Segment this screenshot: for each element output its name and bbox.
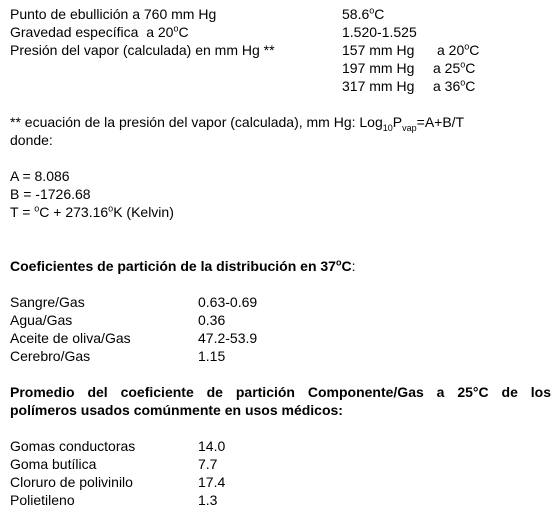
polymers-heading-line-1: Promedio del coeficiente de partición Componente/Gas a 25°C de los — [10, 384, 551, 400]
equation-note: ** ecuación de la presión del vapor (calculada), mm Hg: $Log_{10}P_{vap}=A+B/T$ — [10, 114, 465, 133]
polymer-row-value: 7.7 — [198, 456, 218, 472]
constant-b: B = -1726.68 — [10, 186, 91, 202]
vapor-pressure-temp-2: a 25$^o$C — [433, 59, 476, 76]
vapor-pressure-temp-3: a 36$^o$C — [433, 77, 476, 94]
partition-row-label: Aceite de oliva/Gas — [10, 330, 131, 346]
equation-donde: donde: — [10, 132, 53, 148]
gravity-label: Gravedad específica a 20$^o$C — [10, 23, 189, 40]
polymer-row-label: Cloruro de polivinilo — [10, 474, 133, 490]
vapor-pressure-label: Presión del vapor (calculada) en mm Hg ** — [10, 42, 275, 58]
partition-heading: Coeficientes de partición de la distribución en 37$^o$C: — [10, 257, 356, 274]
constant-a: A = 8.086 — [10, 168, 70, 184]
partition-row-value: 0.36 — [198, 312, 226, 328]
polymers-heading-line-2: polímeros usados comúnmente en usos médicos: — [10, 402, 343, 418]
gravity-value: 1.520-1.525 — [342, 24, 417, 40]
partition-row-value: 1.15 — [198, 348, 226, 364]
polymer-row-label: Polietileno — [10, 492, 75, 508]
vapor-pressure-value-2: 197 mm Hg — [342, 60, 415, 76]
polymer-row-value: 1.3 — [198, 492, 218, 508]
vapor-pressure-value-3: 317 mm Hg — [342, 78, 415, 94]
partition-row-value: 0.63-0.69 — [198, 294, 258, 310]
partition-row-label: Cerebro/Gas — [10, 348, 91, 364]
temperature-conversion: $T = ^oC + 273.16^oK$ (Kelvin) — [10, 203, 174, 220]
vapor-pressure-temp-1: a 20$^o$C — [437, 41, 480, 58]
polymer-row-label: Gomas conductoras — [10, 438, 136, 454]
partition-row-label: Sangre/Gas — [10, 294, 85, 310]
polymer-row-value: 17.4 — [198, 474, 226, 490]
partition-row-value: 47.2-53.9 — [198, 330, 258, 346]
polymer-row-value: 14.0 — [198, 438, 226, 454]
boiling-point-label: Punto de ebullición a 760 mm Hg — [10, 6, 217, 22]
vapor-pressure-value-1: 157 mm Hg — [342, 42, 415, 58]
polymer-row-label: Goma butílica — [10, 456, 97, 472]
partition-row-label: Agua/Gas — [10, 312, 73, 328]
boiling-point-value: 58.6$^o$C — [342, 5, 385, 22]
